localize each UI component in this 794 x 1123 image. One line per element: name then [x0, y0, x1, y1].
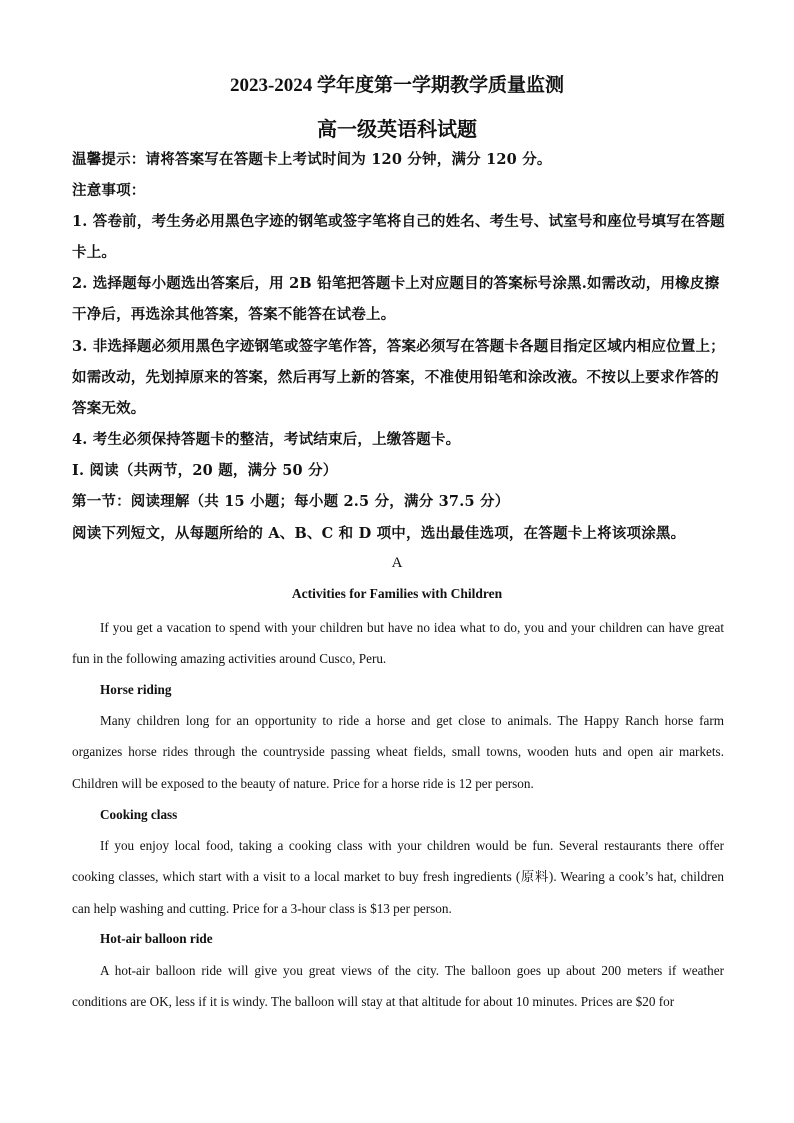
note-item-1: 1. 答卷前，考生务必用黑色字迹的钢笔或签字笔将自己的姓名、考生号、试室号和座位号填写在答题卡上。	[72, 213, 725, 261]
note-item-3: 3. 非选择题必须用黑色字迹钢笔或签字笔作答，答案必须写在答题卡各题目指定区域内相应位置上；如需改动，先划掉原来的答案，然后再写上新的答案，不准使用铅笔和涂改液。不按以上要求作答的答案无效。	[72, 338, 725, 417]
note-item-4: 4. 考生必须保持答题卡的整洁，考试结束后，上缴答题卡。	[72, 431, 461, 448]
notes-heading: 注意事项：	[72, 182, 146, 199]
note-item-2: 2. 选择题每小题选出答案后，用 2B 铅笔把答题卡上对应题目的答案标号涂黑.如需改动，用橡皮擦干净后，再选涂其他答案，答案不能答在试卷上。	[72, 275, 720, 323]
passage-title: Activities for Families with Children	[291, 586, 503, 601]
balloon-ride-text: A hot-air balloon ride will give you great views of the city. The balloon goes up about 200 meters if weather conditions are OK, less if it is windy. The balloon will stay at that altitude for about 10 minutes. Prices are $20 for	[72, 963, 724, 1010]
exam-title: 2023-2024 学年度第一学期教学质量监测	[229, 75, 565, 96]
tip-text: 温馨提示：请将答案写在答题卡上考试时间为 120 分钟，满分 120 分。	[72, 151, 552, 168]
horse-riding-text: Many children long for an opportunity to ride a horse and get close to animals. The Happy Ranch horse farm organizes horse rides through the countryside passing wheat fields, small towns, wooden huts and open air markets. Children will be exposed to the beauty of nature. Price for a horse ride is 12 per person.	[72, 713, 724, 791]
passage-intro: If you get a vacation to spend with your children but have no idea what to do, you and your children can have great fun in the following amazing activities around Cusco, Peru.	[72, 620, 724, 667]
passage-letter: A	[391, 555, 403, 571]
cooking-class-text: If you enjoy local food, taking a cooking class with your children would be fun. Several restaurants there offer cooking classes, which start with a visit to a local market to buy fresh ingredients (原料). Wearing a cook’s hat, children can help washing and cutting. Price for a 3-hour class is $13 per person.	[72, 838, 724, 916]
cooking-class-heading: Cooking class	[100, 807, 178, 822]
horse-riding-heading: Horse riding	[100, 682, 172, 697]
part-heading: Ⅰ. 阅读（共两节，20 题，满分 50 分）	[72, 462, 338, 479]
exam-subtitle: 高一级英语科试题	[317, 119, 477, 141]
section-heading: 第一节：阅读理解（共 15 小题；每小题 2.5 分，满分 37.5 分）	[72, 493, 510, 510]
directions-text: 阅读下列短文，从每题所给的 A、B、C 和 D 项中，选出最佳选项，在答题卡上将该项涂黑。	[72, 525, 686, 542]
balloon-ride-heading: Hot-air balloon ride	[100, 931, 213, 946]
